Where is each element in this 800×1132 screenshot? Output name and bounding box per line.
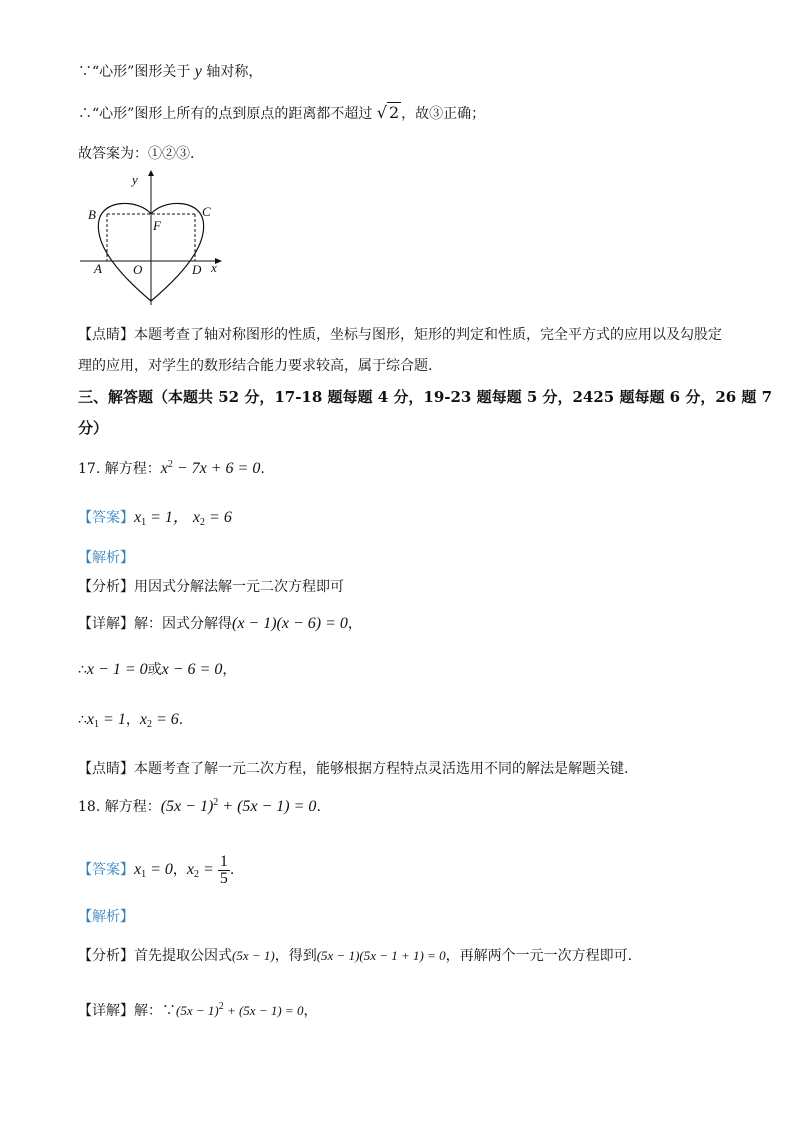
y-axis-arrow <box>148 170 154 176</box>
answer-tag: 【答案】 <box>78 862 134 878</box>
label-A: A <box>94 261 102 276</box>
label-x: x <box>211 260 217 275</box>
text: “心形”图形上所有的点到原点的距离都不超过 <box>92 106 377 122</box>
comment-line-1 <box>78 325 722 345</box>
analysis-tag-18: 【解析】 <box>78 909 134 925</box>
label-D: D <box>192 262 202 277</box>
sqrt-expression: √ 2 <box>376 103 400 122</box>
text: ，故③正确； <box>401 106 486 122</box>
heart-graph <box>80 170 230 310</box>
label-B: B <box>88 207 96 222</box>
analysis-tag-17: 【解析】 <box>78 550 134 566</box>
var-y: y <box>194 63 202 80</box>
equation: $(5x - 1)^2 + (5x - 1) = 0$ <box>160 797 317 815</box>
section-heading: 三、解答题（本题共 52 分，17-18 题每题 4 分，19-23 题每题 5 分，2425 题每题 6 分，26 题 7 <box>78 388 773 406</box>
detail-18: 【详解】解：∵(5x − 1)$^2$ + (5x − 1) = 0， <box>78 1001 318 1019</box>
answer-tag: 【答案】 <box>78 510 134 526</box>
equation: $x^2 - 7x + 6 = 0$ <box>160 459 261 477</box>
detail-17: 【详解】解：因式分解得(x − 1)(x − 6) = 0， <box>78 615 362 632</box>
text-line-symmetry <box>78 62 262 82</box>
answer-summary: 故答案为：①②③. <box>78 146 195 162</box>
label-y: y <box>132 172 138 187</box>
question-17: 17. 解方程：$x^2 - 7x + 6 = 0$. <box>78 459 265 477</box>
step-17-a: ∴x − 1 = 0或x − 6 = 0， <box>78 661 237 678</box>
comment-tag: 【点睛】 <box>78 327 134 343</box>
therefore-symbol: ∴ <box>78 106 92 122</box>
comment-line-2: 理的应用，对学生的数形结合能力要求较高，属于综合题. <box>78 358 433 374</box>
text: 轴对称， <box>201 64 263 80</box>
answer-value: $x_1 = 1$， $x_2 = 6$ <box>134 509 232 528</box>
fraction: $\frac{1}{5}$ <box>219 852 228 887</box>
comment-17: 【点睛】本题考查了解一元二次方程，能够根据方程特点灵活选用不同的解法是解题关键. <box>78 761 629 777</box>
label-C: C <box>202 204 211 219</box>
text: “心形”图形关于 <box>92 64 195 80</box>
label-F: F <box>153 218 161 233</box>
radicand: 2 <box>388 103 400 122</box>
question-label: 17. 解方程： <box>78 461 161 477</box>
answer-17 <box>78 508 232 533</box>
section-heading-cont: 分） <box>78 419 109 437</box>
comment-text: 本题考查了轴对称图形的性质，坐标与图形，矩形的判定和性质，完全平方式的应用以及勾股定 <box>134 327 722 343</box>
answer-18: 【答案】$x_1 = 0$，$x_2$ = $\frac{1}{5}$ . <box>78 852 235 887</box>
text-line-distance <box>78 103 485 124</box>
equation: (x − 1)(x − 6) = 0 <box>232 615 348 632</box>
question-18: 18. 解方程：$(5x - 1)^2 + (5x - 1) = 0$. <box>78 797 321 815</box>
step-17-b: $\therefore x_1 = 1$，$x_2 = 6$. <box>78 711 184 730</box>
analysis-18: 【分析】首先提取公因式(5x − 1)，得到(5x − 1)(5x − 1 + 1) = 0，再解两个一元一次方程即可. <box>78 948 633 964</box>
because-symbol: ∵ <box>78 64 92 80</box>
analysis-17: 【分析】用因式分解法解一元二次方程即可 <box>78 579 344 595</box>
label-O: O <box>133 262 143 277</box>
